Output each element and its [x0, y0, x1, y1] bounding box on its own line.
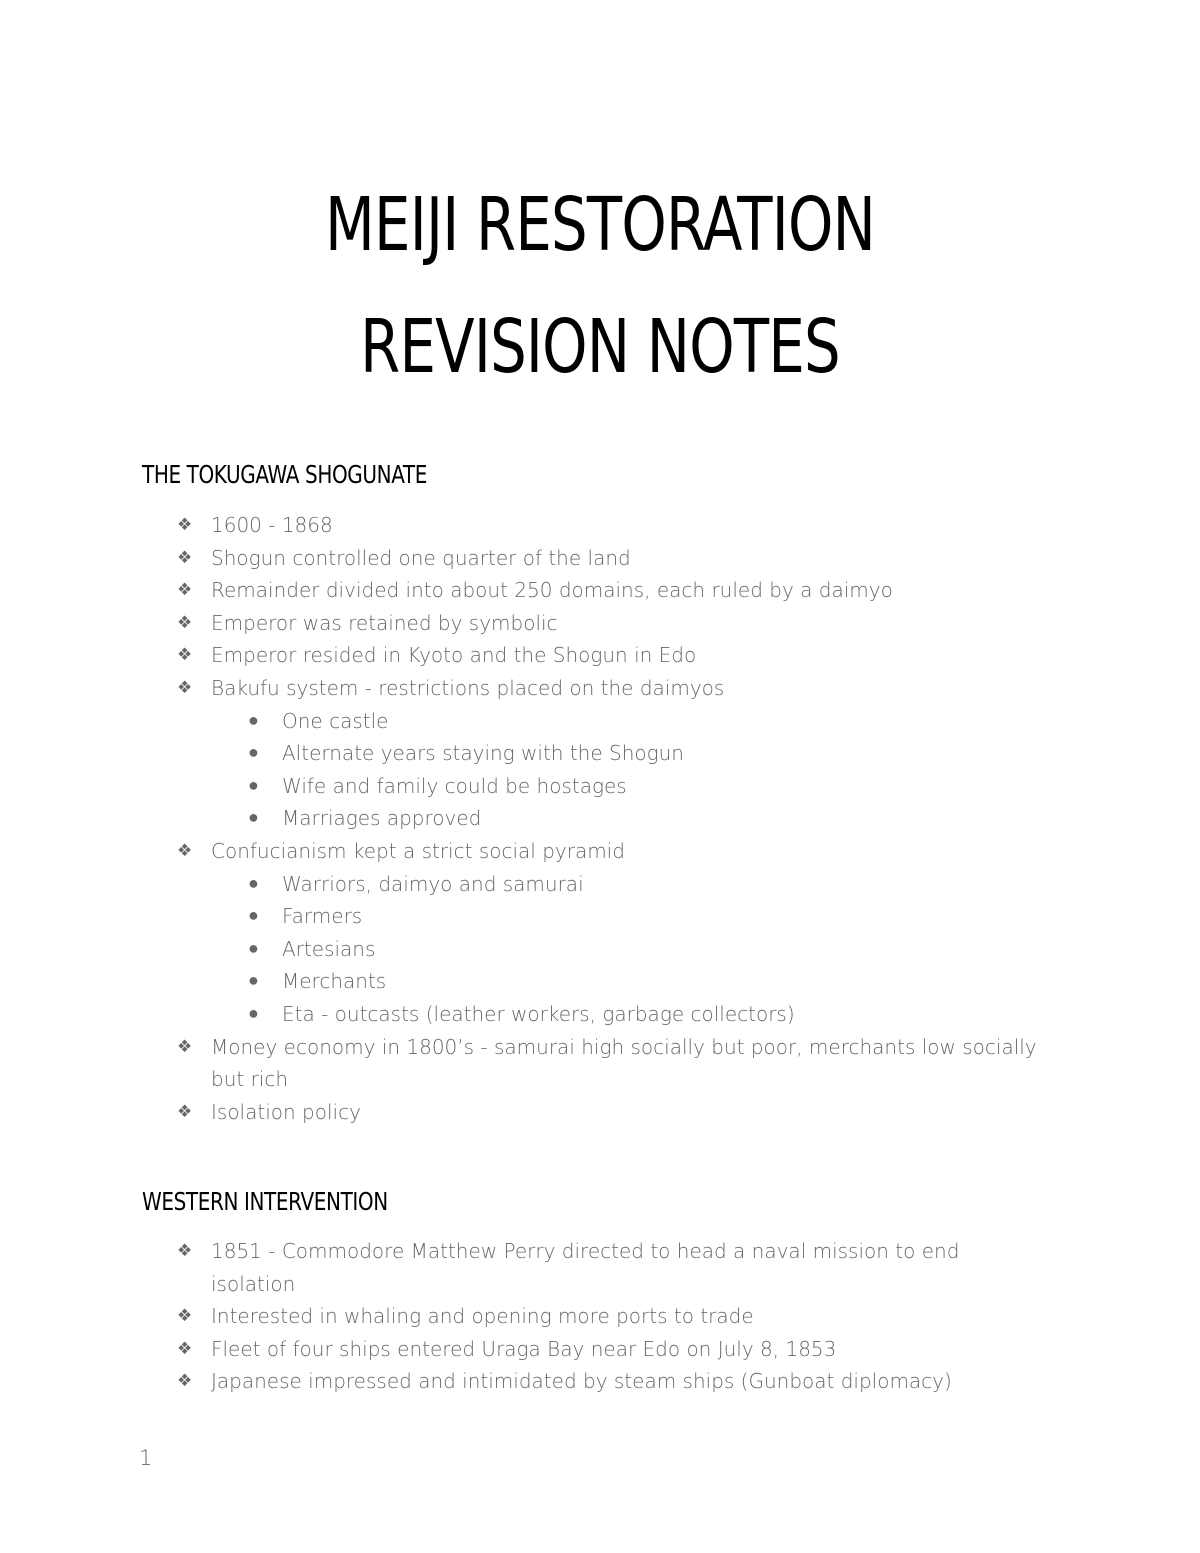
list-item-text: Fleet of four ships entered Uraga Bay near Edo on July 8, 1853 [211, 1336, 837, 1361]
list-item [0, 1365, 1041, 1398]
diamond-bullet-icon: ❖ [177, 677, 193, 698]
list-item [0, 835, 1041, 868]
list-item-text: Eta - outcasts (leather workers, garbage collectors) [282, 1001, 795, 1026]
list-item [0, 1031, 1041, 1096]
list-item-text: Interested in whaling and opening more ports to trade [211, 1304, 754, 1329]
list-item-text: 1851 - Commodore Matthew Perry directed to head a naval mission to end isolation [211, 1239, 960, 1296]
list-item-text: Warriors, daimyo and samurai [282, 871, 584, 896]
list-item-text: Marriages approved [282, 806, 482, 831]
list-item-text: Japanese impressed and intimidated by steam ships (Gunboat diplomacy) [211, 1369, 952, 1394]
diamond-bullet-icon: ❖ [177, 1306, 193, 1327]
list-item [0, 1096, 1041, 1129]
round-bullet-icon: ● [248, 774, 259, 796]
page-number: 1 [139, 1446, 153, 1470]
round-bullet-icon: ● [248, 709, 259, 731]
round-bullet-icon: ● [248, 970, 259, 992]
list-item-text: Emperor was retained by symbolic [211, 610, 558, 635]
list-item-text: Shogun controlled one quarter of the land [211, 545, 631, 570]
diamond-bullet-icon: ❖ [177, 1101, 193, 1122]
list-item-text: Money economy in 1800’s - samurai high socially but poor, merchants low socially but rich [211, 1034, 1037, 1092]
list-item [0, 542, 1041, 575]
round-bullet-icon: ● [248, 807, 259, 829]
list-item [0, 802, 1042, 835]
diamond-bullet-icon: ❖ [177, 1036, 193, 1057]
list-item-text: One castle [282, 708, 389, 733]
diamond-bullet-icon: ❖ [177, 547, 193, 568]
list-item-text: Wife and family could be hostages [282, 773, 627, 798]
list-item-text: Isolation policy [211, 1099, 361, 1124]
section-list-tokugawa-shogunate [0, 509, 1200, 1128]
list-item-text: Alternate years staying with the Shogun [282, 741, 684, 766]
round-bullet-icon: ● [248, 937, 259, 959]
list-item [0, 1235, 1041, 1300]
diamond-bullet-icon: ❖ [177, 580, 193, 601]
list-item [0, 737, 1042, 770]
round-bullet-icon: ● [248, 1002, 259, 1024]
list-item [0, 639, 1041, 672]
list-item-text: Farmers [282, 904, 363, 929]
list-item-text: Bakufu system - restrictions placed on the daimyos [211, 675, 725, 700]
round-bullet-icon: ● [248, 742, 259, 764]
list-item [0, 900, 1042, 933]
diamond-bullet-icon: ❖ [177, 840, 193, 861]
list-item-text: Emperor resided in Kyoto and the Shogun in Edo [211, 643, 697, 668]
round-bullet-icon: ● [248, 905, 259, 927]
list-item [0, 1300, 1041, 1333]
list-item [0, 998, 1042, 1031]
section-heading-western-intervention: WESTERN INTERVENTION [142, 1187, 388, 1216]
diamond-bullet-icon: ❖ [177, 1371, 193, 1392]
section-list-western-intervention [0, 1235, 1200, 1398]
list-item [0, 868, 1042, 901]
diamond-bullet-icon: ❖ [177, 612, 193, 633]
diamond-bullet-icon: ❖ [177, 645, 193, 666]
list-item-text: Artesians [282, 936, 376, 961]
list-item [0, 607, 1041, 640]
list-item-text: Remainder divided into about 250 domains, each ruled by a daimyo [211, 578, 893, 603]
list-item [0, 965, 1042, 998]
round-bullet-icon: ● [248, 872, 259, 894]
section-heading-tokugawa-shogunate: THE TOKUGAWA SHOGUNATE [142, 460, 427, 489]
list-item [0, 509, 1041, 542]
list-item [0, 705, 1042, 738]
list-item [0, 672, 1041, 705]
list-item [0, 574, 1041, 607]
document-title-line-2: REVISION NOTES [360, 304, 840, 390]
document-title-line-1: MEIJI RESTORATION [325, 182, 875, 268]
list-item [0, 933, 1042, 966]
list-item [0, 1333, 1041, 1366]
diamond-bullet-icon: ❖ [177, 1338, 193, 1359]
list-item [0, 770, 1042, 803]
diamond-bullet-icon: ❖ [177, 1241, 193, 1261]
list-item-text: Confucianism kept a strict social pyramid [211, 838, 625, 863]
list-item-text: 1600 - 1868 [211, 513, 333, 537]
list-item-text: Merchants [282, 969, 387, 994]
diamond-bullet-icon: ❖ [177, 515, 193, 535]
